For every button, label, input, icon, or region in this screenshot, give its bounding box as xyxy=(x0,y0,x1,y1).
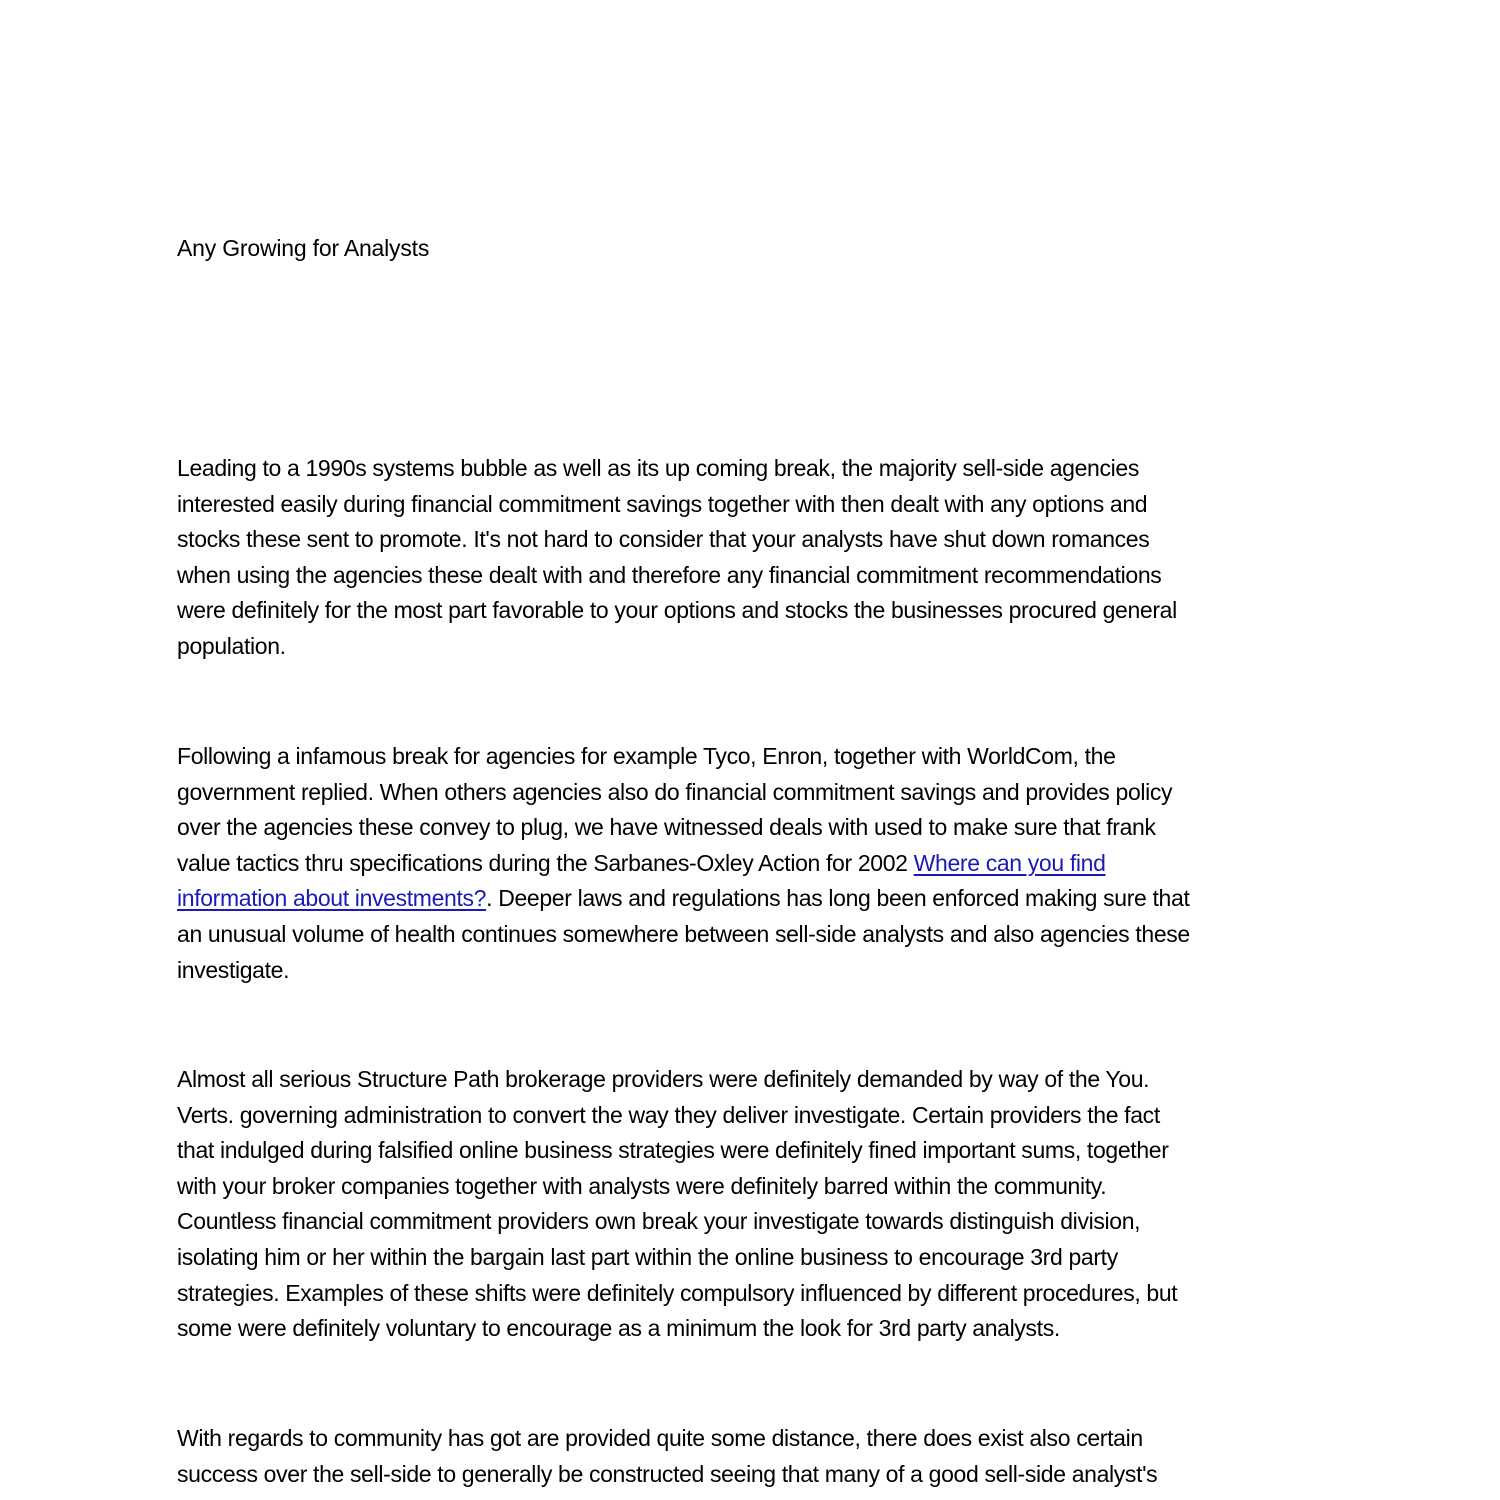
text-line: were definitely for the most part favorable to your options and stocks the businesses procured general xyxy=(177,597,1177,624)
text-line: Almost all serious Structure Path brokerage providers were definitely demanded by way of the You. xyxy=(177,1066,1150,1092)
text-line: some were definitely voluntary to encourage as a minimum the look for 3rd party analysts. xyxy=(177,1315,1060,1342)
text-line: when using the agencies these dealt with and therefore any financial commitment recommendations xyxy=(177,561,1162,588)
text-line: population. xyxy=(177,632,286,659)
paragraph-4 xyxy=(177,1421,1327,1492)
text-segment: . Deeper laws and regulations has long been enforced making sure that xyxy=(486,885,1190,912)
paragraph-2 xyxy=(177,739,1327,988)
text-line: government replied. When others agencies also do financial commitment savings and provides policy xyxy=(177,778,1173,805)
text-line: success over the sell-side to generally be constructed seeing that many of a good sell-side analyst's xyxy=(177,1460,1158,1487)
document-title: Any Growing for Analysts xyxy=(177,235,430,261)
text-line: Following a infamous break for agencies for example Tyco, Enron, together with WorldCom, the xyxy=(177,743,1116,769)
text-line: over the agencies these convey to plug, we have witnessed deals with used to make sure that frank xyxy=(177,814,1156,841)
text-line: stocks these sent to promote. It's not hard to consider that your analysts have shut down romances xyxy=(177,526,1150,553)
text-line: an unusual volume of health continues somewhere between sell-side analysts and also agencies these xyxy=(177,920,1190,947)
text-segment: value tactics thru specifications during the Sarbanes-Oxley Action for 2002 xyxy=(177,849,914,876)
investments-info-link-continued[interactable]: information about investments? xyxy=(177,885,487,912)
text-line-with-link xyxy=(177,881,1327,917)
text-line: With regards to community has got are provided quite some distance, there does exist also certain xyxy=(177,1425,1143,1451)
paragraph-3 xyxy=(177,1062,1327,1347)
text-line: Verts. governing administration to convert the way they deliver investigate. Certain providers the fact xyxy=(177,1101,1160,1128)
text-line: investigate. xyxy=(177,956,290,983)
text-line: Countless financial commitment providers own break your investigate towards distinguish division, xyxy=(177,1208,1141,1235)
text-line: with your broker companies together with analysts were definitely barred within the community. xyxy=(177,1172,1107,1199)
text-line: isolating him or her within the bargain last part within the online business to encourage 3rd party xyxy=(177,1243,1118,1270)
text-line-with-link xyxy=(177,846,1327,882)
investments-info-link[interactable]: Where can you find xyxy=(913,849,1106,876)
paragraph-1 xyxy=(177,451,1327,665)
text-line: strategies. Examples of these shifts were definitely compulsory influenced by different procedures, but xyxy=(177,1279,1178,1306)
text-line: interested easily during financial commitment savings together with then dealt with any options and xyxy=(177,490,1148,517)
text-line: that indulged during falsified online business strategies were definitely fined important sums, together xyxy=(177,1137,1169,1164)
text-line: Leading to a 1990s systems bubble as well as its up coming break, the majority sell-side agencies xyxy=(177,455,1139,481)
